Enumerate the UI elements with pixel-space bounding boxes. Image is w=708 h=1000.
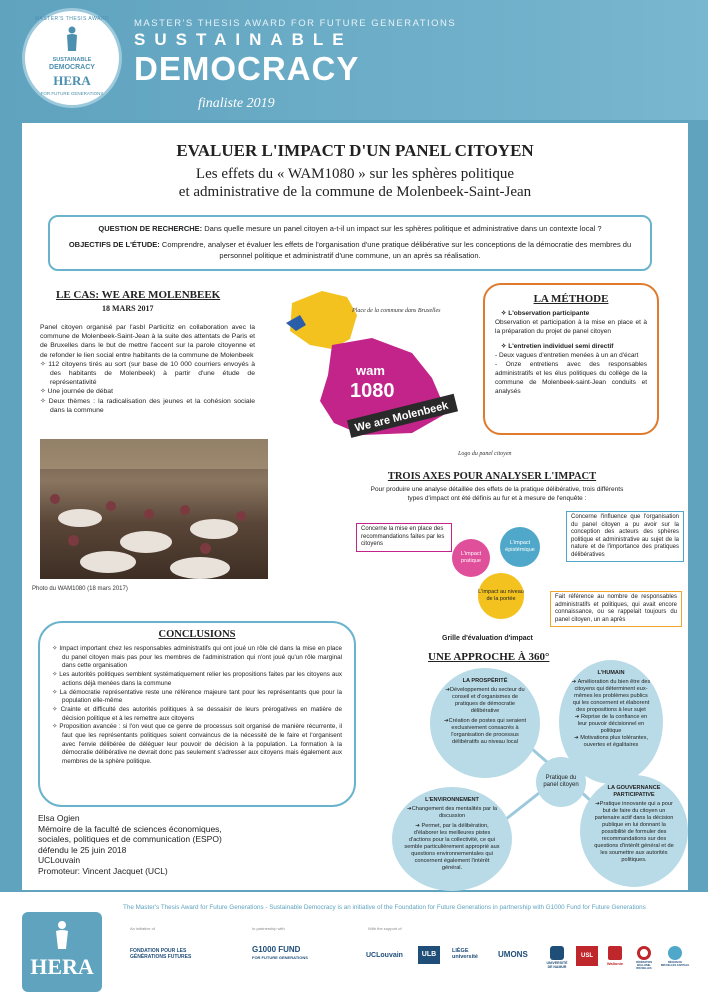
author-promoter: Promoteur: Vincent Jacquet (UCL) (38, 865, 168, 876)
approach-heading: UNE APPROCHE À 360° (428, 651, 550, 663)
photo-person (106, 501, 116, 511)
grid-caption: Grille d'évaluation d'impact (442, 635, 533, 642)
header-subtitle: MASTER'S THESIS AWARD FOR FUTURE GENERATIONS (134, 18, 457, 29)
uclouvain-logo: UCLouvain (366, 952, 403, 959)
research-question-box (48, 215, 652, 271)
seal-bottom-text: FOR FUTURE GENERATIONS (40, 91, 104, 96)
governance-circle (580, 775, 688, 887)
hera-footer-text: HERA (30, 954, 94, 979)
case-description (40, 323, 255, 415)
brussels-text: RÉGION DE BRUXELLES-CAPITALE (660, 961, 690, 967)
conclusion-item: ✧ Crainte et difficulté des autorités politiques à se dessaisir de leurs prérogatives en matière de décision politique et à les remettre aux citoyens (52, 706, 342, 723)
conclusion-item: ✧ Proposition avancée : si l'on veut que ce genre de processus soit organisé de manière récurrente, il faut que les représentants politiques soient convaincus de la nécessité de le faire et l'organisent avec l'envie délibérée de déléguer leur pouvoir de décision à la population. La formation à la démocratie délibérative ne devrait donc pas seulement s'adresser aux citoyens mais également aux membres de la sphère politique. (52, 723, 342, 767)
header-title-2: DEMOCRACY (134, 50, 360, 87)
wam-logo-text: wam (356, 363, 385, 378)
unamur-logo (546, 946, 568, 969)
method-obs-text: Observation et participation à la mise en place et à la préparation du projet de panel citoyen (495, 319, 647, 335)
brussels-region-logo (660, 946, 690, 967)
photo-person (144, 509, 154, 519)
conclusion-item: ✧ La démocratie représentative reste une référence majeure tant pour les représentants que pour la population elle-même (52, 689, 342, 706)
author-memoir-2: sociales, politiques et de communication (ESPO) (38, 834, 222, 844)
axes-heading: TROIS AXES POUR ANALYSER L'IMPACT (387, 471, 597, 482)
case-bullet: ✧ 112 citoyens tirés au sort (sur base de 10 000 courriers envoyés à des habitants de Molenbeek) à partir d'une étude de représentativité (40, 360, 255, 388)
hera-footer-logo (22, 912, 102, 992)
photo-person (200, 543, 211, 554)
figure-icon (63, 25, 81, 53)
prosperity-item: ➔Création de postes qui seraient exclusivement consacrés à l'organisation de processus délibératifs au niveau local (443, 718, 527, 745)
env-title: L'ENVIRONNEMENT (425, 797, 479, 803)
fwb-text: FÉDÉRATION WALLONIE-BRUXELLES (635, 961, 653, 970)
human-item: ➔ Reprise de la confiance en leur pouvoir décisionnel en politique (574, 714, 648, 734)
env-item: ➔Changement des mentalités par la discussion (407, 806, 497, 819)
gov-title: LA GOUVERNANCE PARTICIPATIVE (607, 785, 661, 798)
author-university: UCLouvain (38, 855, 81, 865)
prosperity-title: LA PROSPÉRITÉ (462, 678, 508, 684)
footer-note: The Master's Thesis Award for Future Generations - Sustainable Democracy is an initiative of the Foundation for Future Generations in partnership with G1000 Fund for Future Generations (123, 904, 646, 911)
header-title-1: SUSTAINABLE (134, 30, 353, 49)
photo-person (68, 535, 79, 546)
fwb-icon (637, 946, 651, 960)
g1000-logo-line1: G1000 FUND (252, 945, 301, 954)
poster-panel (22, 123, 688, 890)
photo-table (170, 557, 230, 579)
seal-logo-text: HERA (53, 73, 91, 88)
method-int-text2: - Onze entretiens avec des responsables administratifs et les élus politiques du collège de la commune de Molenbeek-saint-Jean conduits et analysés (495, 361, 647, 395)
case-bullet: ✧ Une journée de débat (40, 387, 255, 396)
method-int-title-text: L'entretien individuel semi directif (508, 343, 614, 350)
unamur-text: UNIVERSITÉ DE NAMUR (546, 961, 568, 969)
ulb-logo: ULB (418, 946, 440, 964)
conclusion-item: ✧ Impact important chez les responsables administratifs qui ont joué un rôle clé dans la mise en place du panel citoyen mais pas pour les membres de l'administration qui n'ont joué qu'un rôle marginal dans cette organisation (52, 645, 342, 671)
case-intro: Panel citoyen organisé par l'asbl Particitiz en collaboration avec la commune de Molenbeek-Saint-Jean à la suite des attentats de Paris et de Bruxelles dans le but de mettre l'accent sur la parole citoyenne et de refonder le lien social entre habitants de la commune de Molenbeek (40, 324, 255, 359)
scope-impact-bubble: L'impact au niveau de la portée (478, 573, 524, 619)
env-item: ➔ Permet, par la délibération, d'élaborer les meilleures pistes d'actions pour la collectivité, ce qui semble particulièrement approprié aux questions environnementales qui concernent également l'intérêt général. (404, 823, 500, 871)
brussels-icon (668, 946, 682, 960)
photo-person (236, 511, 246, 521)
footer-partner-label: In partnership with (252, 926, 285, 931)
case-date: 18 MARS 2017 (102, 304, 154, 313)
fgf-logo-line1: FONDATION POUR LES (130, 948, 187, 954)
footer-support-label: With the support of (368, 926, 402, 931)
author-defended: défendu le 25 juin 2018 (38, 844, 127, 855)
seal-top-text: MASTER'S THESIS AWARD (34, 16, 110, 22)
poster-header (0, 0, 708, 120)
poster-footer (0, 892, 708, 1000)
seal-mid2: DEMOCRACY (49, 64, 95, 71)
photo-table (190, 519, 238, 539)
axes-intro: Pour produire une analyse détaillée des effets de la pratique délibérative, trois différents types d'impact ont été définis au fur et à mesure de l'enquête : (370, 486, 624, 502)
author-name: Elsa Ogien (38, 813, 80, 823)
practical-impact-desc: Concerne la mise en place des recommandations faites par les citoyens (356, 523, 452, 552)
umons-logo: UMONS (498, 950, 528, 959)
liege-logo: LIÈGE université (452, 948, 478, 960)
prosperity-circle (430, 668, 540, 778)
objectives-label: OBJECTIFS DE L'ÉTUDE: (68, 240, 160, 249)
photo-person (180, 505, 190, 515)
case-heading: LE CAS: WE ARE MOLENBEEK (56, 289, 221, 301)
g1000-logo-line2: FOR FUTURE GENERATIONS (252, 955, 308, 960)
epistemic-impact-desc: Concerne l'influence que l'organisation du panel citoyen a pu avoir sur la conception des acteurs des sphères politique et administrative au sujet de la nature et de l'importance des pratiques délibératives (566, 511, 684, 562)
wam-logo-number: 1080 (350, 380, 395, 402)
figure-icon (52, 920, 72, 950)
unamur-icon (550, 946, 564, 960)
logo-caption: Logo du panel citoyen (458, 451, 512, 457)
wallonie-logo (604, 946, 626, 966)
poster-title: EVALUER L'IMPACT D'UN PANEL CITOYEN (176, 141, 534, 160)
poster-subtitle-line1: Les effets du « WAM1080 » sur les sphères politique (195, 166, 515, 182)
author-info (38, 813, 222, 876)
fgf-logo-line2: GÉNÉRATIONS FUTURES (130, 954, 192, 960)
objectives-text: Comprendre, analyser et évaluer les effets de l'organisation d'une pratique délibérative sur les conceptions de la démocratie des membres du personnel politique et administratif d'une commune, un an après sa réalisation. (161, 240, 632, 260)
human-title: L'HUMAIN (597, 670, 625, 676)
photo-caption: Photo du WAM1080 (18 mars 2017) (32, 586, 128, 592)
case-bullet: ✧ Deux thèmes : la radicalisation des jeunes et la cohésion sociale dans la commune (40, 397, 255, 415)
panel-photo (40, 439, 268, 579)
conclusion-item: ✧ Les autorités politiques semblent systématiquement relier les propositions faites par les citoyens aux actions déjà menées dans la commune (52, 671, 342, 688)
epistemic-impact-bubble: L'impact épistémique (500, 527, 540, 567)
human-item: ➔ Motivations plus tolérantes, ouvertes et égalitaires (573, 735, 649, 748)
usl-logo: USL (576, 946, 598, 966)
conclusions-box (38, 621, 356, 807)
footer-initiative-label: An initiative of (130, 926, 155, 931)
photo-wall (40, 439, 268, 469)
author-memoir-1: Mémoire de la faculté de sciences économiques, (38, 823, 222, 834)
scope-impact-desc: Fait référence au nombre de responsables administratifs et politiques, qui avait encore connaissance, ou se rappelait toujours du panel citoyen, un an après (550, 591, 682, 627)
prosperity-item: ➔Développement du secteur du conseil et d'organismes de pratiques de démocratie délibérative (445, 687, 525, 714)
gov-item: ➔Pratique innovante qui a pour but de faire du citoyen un partenaire actif dans la décision publique en lui donnant la possibilité de formuler des recommandations sur des questions d'intérêt général et de les soumettre aux autorités politiques. (594, 801, 674, 863)
practical-impact-bubble: L'impact pratique (452, 539, 490, 577)
finalist-label: finaliste 2019 (198, 96, 275, 111)
center-practice-circle: Pratique du panel citoyen (536, 757, 586, 807)
photo-table (120, 531, 172, 553)
method-box (483, 283, 659, 435)
question-label: QUESTION DE RECHERCHE: (98, 224, 203, 233)
method-obs-title: ✧ L'observation participante (501, 310, 590, 317)
conclusions-list (52, 645, 342, 767)
method-int-title: ✧ L'entretien individuel semi directif (501, 343, 614, 350)
wallonie-icon (608, 946, 622, 960)
photo-table (58, 509, 102, 527)
hera-seal-logo (22, 8, 122, 108)
fgf-logo (130, 948, 191, 960)
seal-mid1: SUSTAINABLE (52, 57, 92, 63)
wallonie-text: Wallonie (606, 961, 624, 966)
human-item: ➔ Amélioration du bien être des citoyens qui déterminent eux-mêmes les problèmes publics qui les concernent et élaborent des propositions à leur sujet (571, 679, 651, 713)
fwb-logo (632, 946, 656, 970)
method-content (495, 309, 647, 396)
method-heading: LA MÉTHODE (533, 293, 609, 305)
wam-band-text: We are Molenbeek (353, 399, 450, 435)
method-int-text1: - Deux vagues d'entretien menées à un an d'écart (495, 352, 639, 359)
conclusions-heading: CONCLUSIONS (158, 629, 236, 640)
g1000-logo (252, 946, 308, 962)
photo-person (50, 494, 60, 504)
photo-table (80, 551, 136, 573)
poster-subtitle-line2: et administrative de la commune de Molenbeek-Saint-Jean (178, 184, 532, 200)
poster-subtitle (22, 165, 688, 201)
map-caption: Place de la commune dans Bruxelles (352, 308, 441, 314)
method-obs-title-text: L'observation participante (508, 310, 590, 317)
question-text: Dans quelle mesure un panel citoyen a-t-il un impact sur les sphères politique et administrative dans un contexte local ? (204, 224, 602, 233)
environment-circle (392, 787, 512, 891)
